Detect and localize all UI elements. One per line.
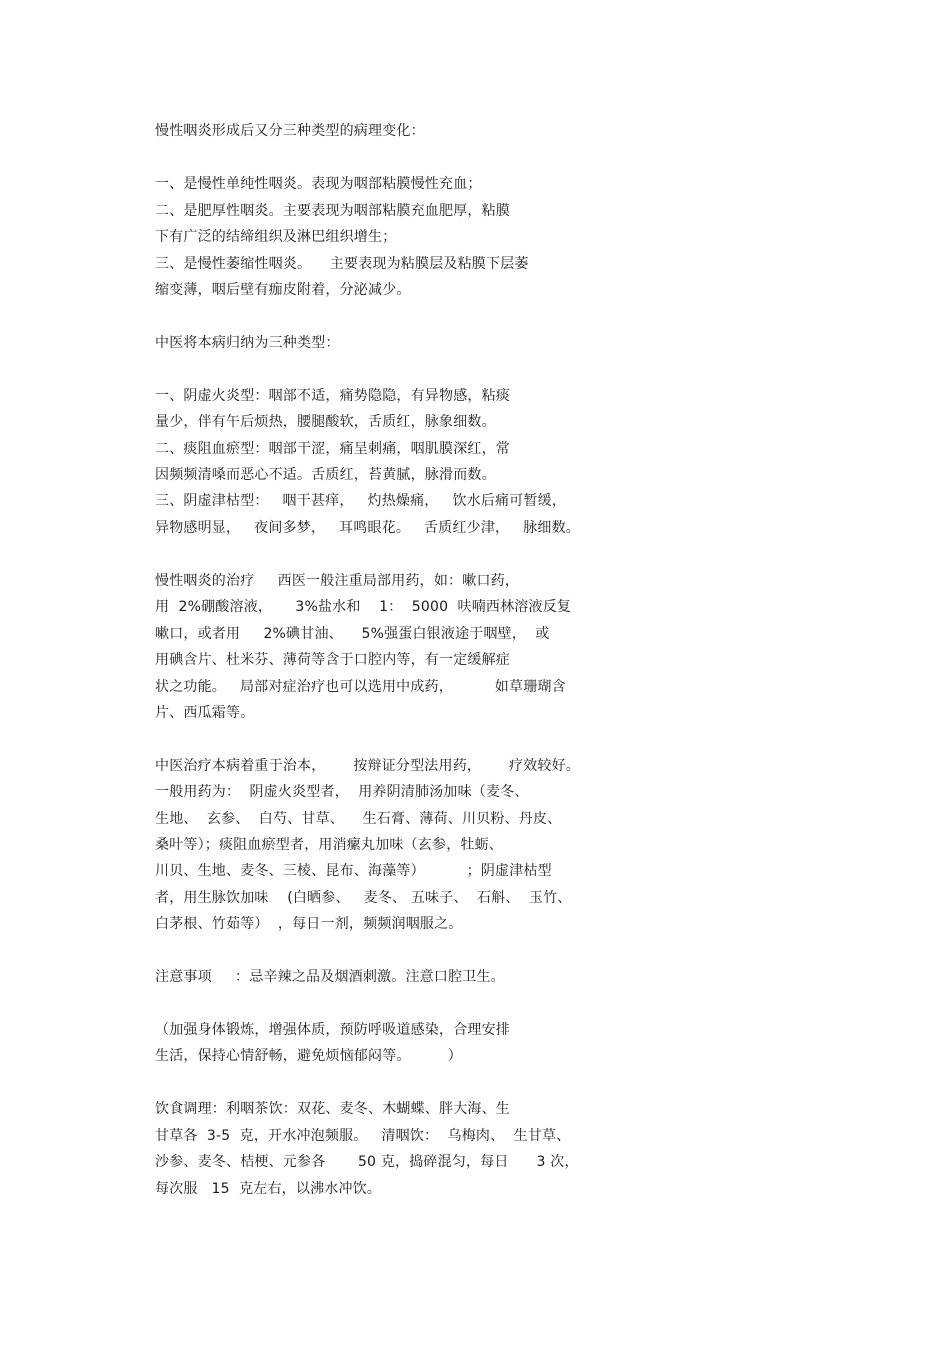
pathology-line-4: 三、是慢性萎缩性咽炎。 主要表现为粘膜层及粘膜下层萎: [155, 256, 529, 272]
advice-line-2: 生活，保持心情舒畅，避免烦恼郁闷等。 ）: [155, 1048, 463, 1064]
pathology-intro: 慢性咽炎形成后又分三种类型的病理变化：: [155, 123, 425, 139]
notes-line: 注意事项 ：忌辛辣之品及烟酒刺激。注意口腔卫生。: [155, 969, 505, 985]
tcm-treatment-line-5: 川贝、生地、麦冬、三棱、昆布、海藻等） ；阴虚津枯型: [155, 863, 552, 879]
pathology-line-1: 一、是慢性单纯性咽炎。表现为咽部粘膜慢性充血；: [155, 176, 482, 192]
tcm-treatment-line-7: 白茅根、竹茹等） ，每日一剂，频频润咽服之。: [155, 916, 463, 932]
tcm-treatment-line-1: 中医治疗本病着重于治本， 按辩证分型法用药， 疗效较好。: [155, 758, 581, 774]
pathology-line-5: 缩变薄，咽后壁有痂皮附着，分泌减少。: [155, 282, 411, 298]
tcm-types-line-2: 量少，伴有午后烦热，腰腿酸软，舌质红，脉象细数。: [155, 414, 496, 430]
treatment-line-4: 用碘含片、杜米芬、薄荷等含于口腔内等，有一定缓解症: [155, 652, 510, 668]
treatment-line-1: 慢性咽炎的治疗 西医一般注重局部用药，如：嗽口药，: [155, 573, 520, 589]
treatment-line-5: 状之功能。 局部对症治疗也可以选用中成药， 如草珊瑚含: [155, 679, 566, 695]
advice-line-1: （加强身体锻炼，增强体质，预防呼吸道感染，合理安排: [155, 1022, 510, 1038]
tcm-types-line-6: 异物感明显， 夜间多梦， 耳鸣眼花。 舌质红少津， 脉细数。: [155, 520, 581, 536]
tcm-treatment-line-6: 者，用生脉饮加味 (白晒参、 麦冬、 五味子、 石斛、 玉竹、: [155, 890, 572, 906]
tcm-treatment-line-4: 桑叶等）；痰阻血瘀型者，用消瘰丸加味（玄参，牡蛎、: [155, 837, 503, 853]
treatment-line-6: 片、西瓜霜等。: [155, 705, 255, 721]
diet-line-3: 沙参、麦冬、桔梗、元参各 50 克，捣碎混匀，每日 3 次，: [155, 1154, 579, 1170]
tcm-types-intro: 中医将本病归纳为三种类型：: [155, 335, 340, 351]
tcm-types-line-5: 三、阴虚津枯型： 咽干甚痒， 灼热燥痛， 饮水后痛可暂缓，: [155, 493, 567, 509]
treatment-line-2: 用 2%硼酸溶液， 3%盐水和 1： 5000 呋喃西林溶液反复: [155, 599, 572, 615]
diet-line-4: 每次服 15 克左右，以沸水冲饮。: [155, 1181, 382, 1197]
pathology-line-2: 二、是肥厚性咽炎。主要表现为咽部粘膜充血肥厚，粘膜: [155, 203, 510, 219]
tcm-treatment-line-3: 生地、 玄参、 白芍、甘草、 生石膏、薄荷、川贝粉、丹皮、: [155, 811, 562, 827]
diet-line-1: 饮食调理：利咽茶饮：双花、麦冬、木蝴蝶、胖大海、生: [155, 1101, 510, 1117]
tcm-types-line-3: 二、痰阻血瘀型：咽部干涩，痛呈刺痛，咽肌膜深红，常: [155, 441, 510, 457]
diet-line-2: 甘草各 3-5 克，开水冲泡频服。 清咽饮： 乌梅肉、 生甘草、: [155, 1128, 571, 1144]
tcm-types-line-4: 因频频清嗓而恶心不适。舌质红，苔黄腻，脉滑而数。: [155, 467, 496, 483]
pathology-line-3: 下有广泛的结缔组织及淋巴组织增生；: [155, 229, 397, 245]
treatment-line-3: 嗽口，或者用 2%碘甘油、 5%强蛋白银液途于咽壁， 或: [155, 626, 550, 642]
tcm-types-line-1: 一、阴虚火炎型：咽部不适，痛势隐隐，有异物感，粘痰: [155, 388, 510, 404]
tcm-treatment-line-2: 一般用药为： 阴虚火炎型者， 用养阴清肺汤加味（麦冬、: [155, 784, 529, 800]
